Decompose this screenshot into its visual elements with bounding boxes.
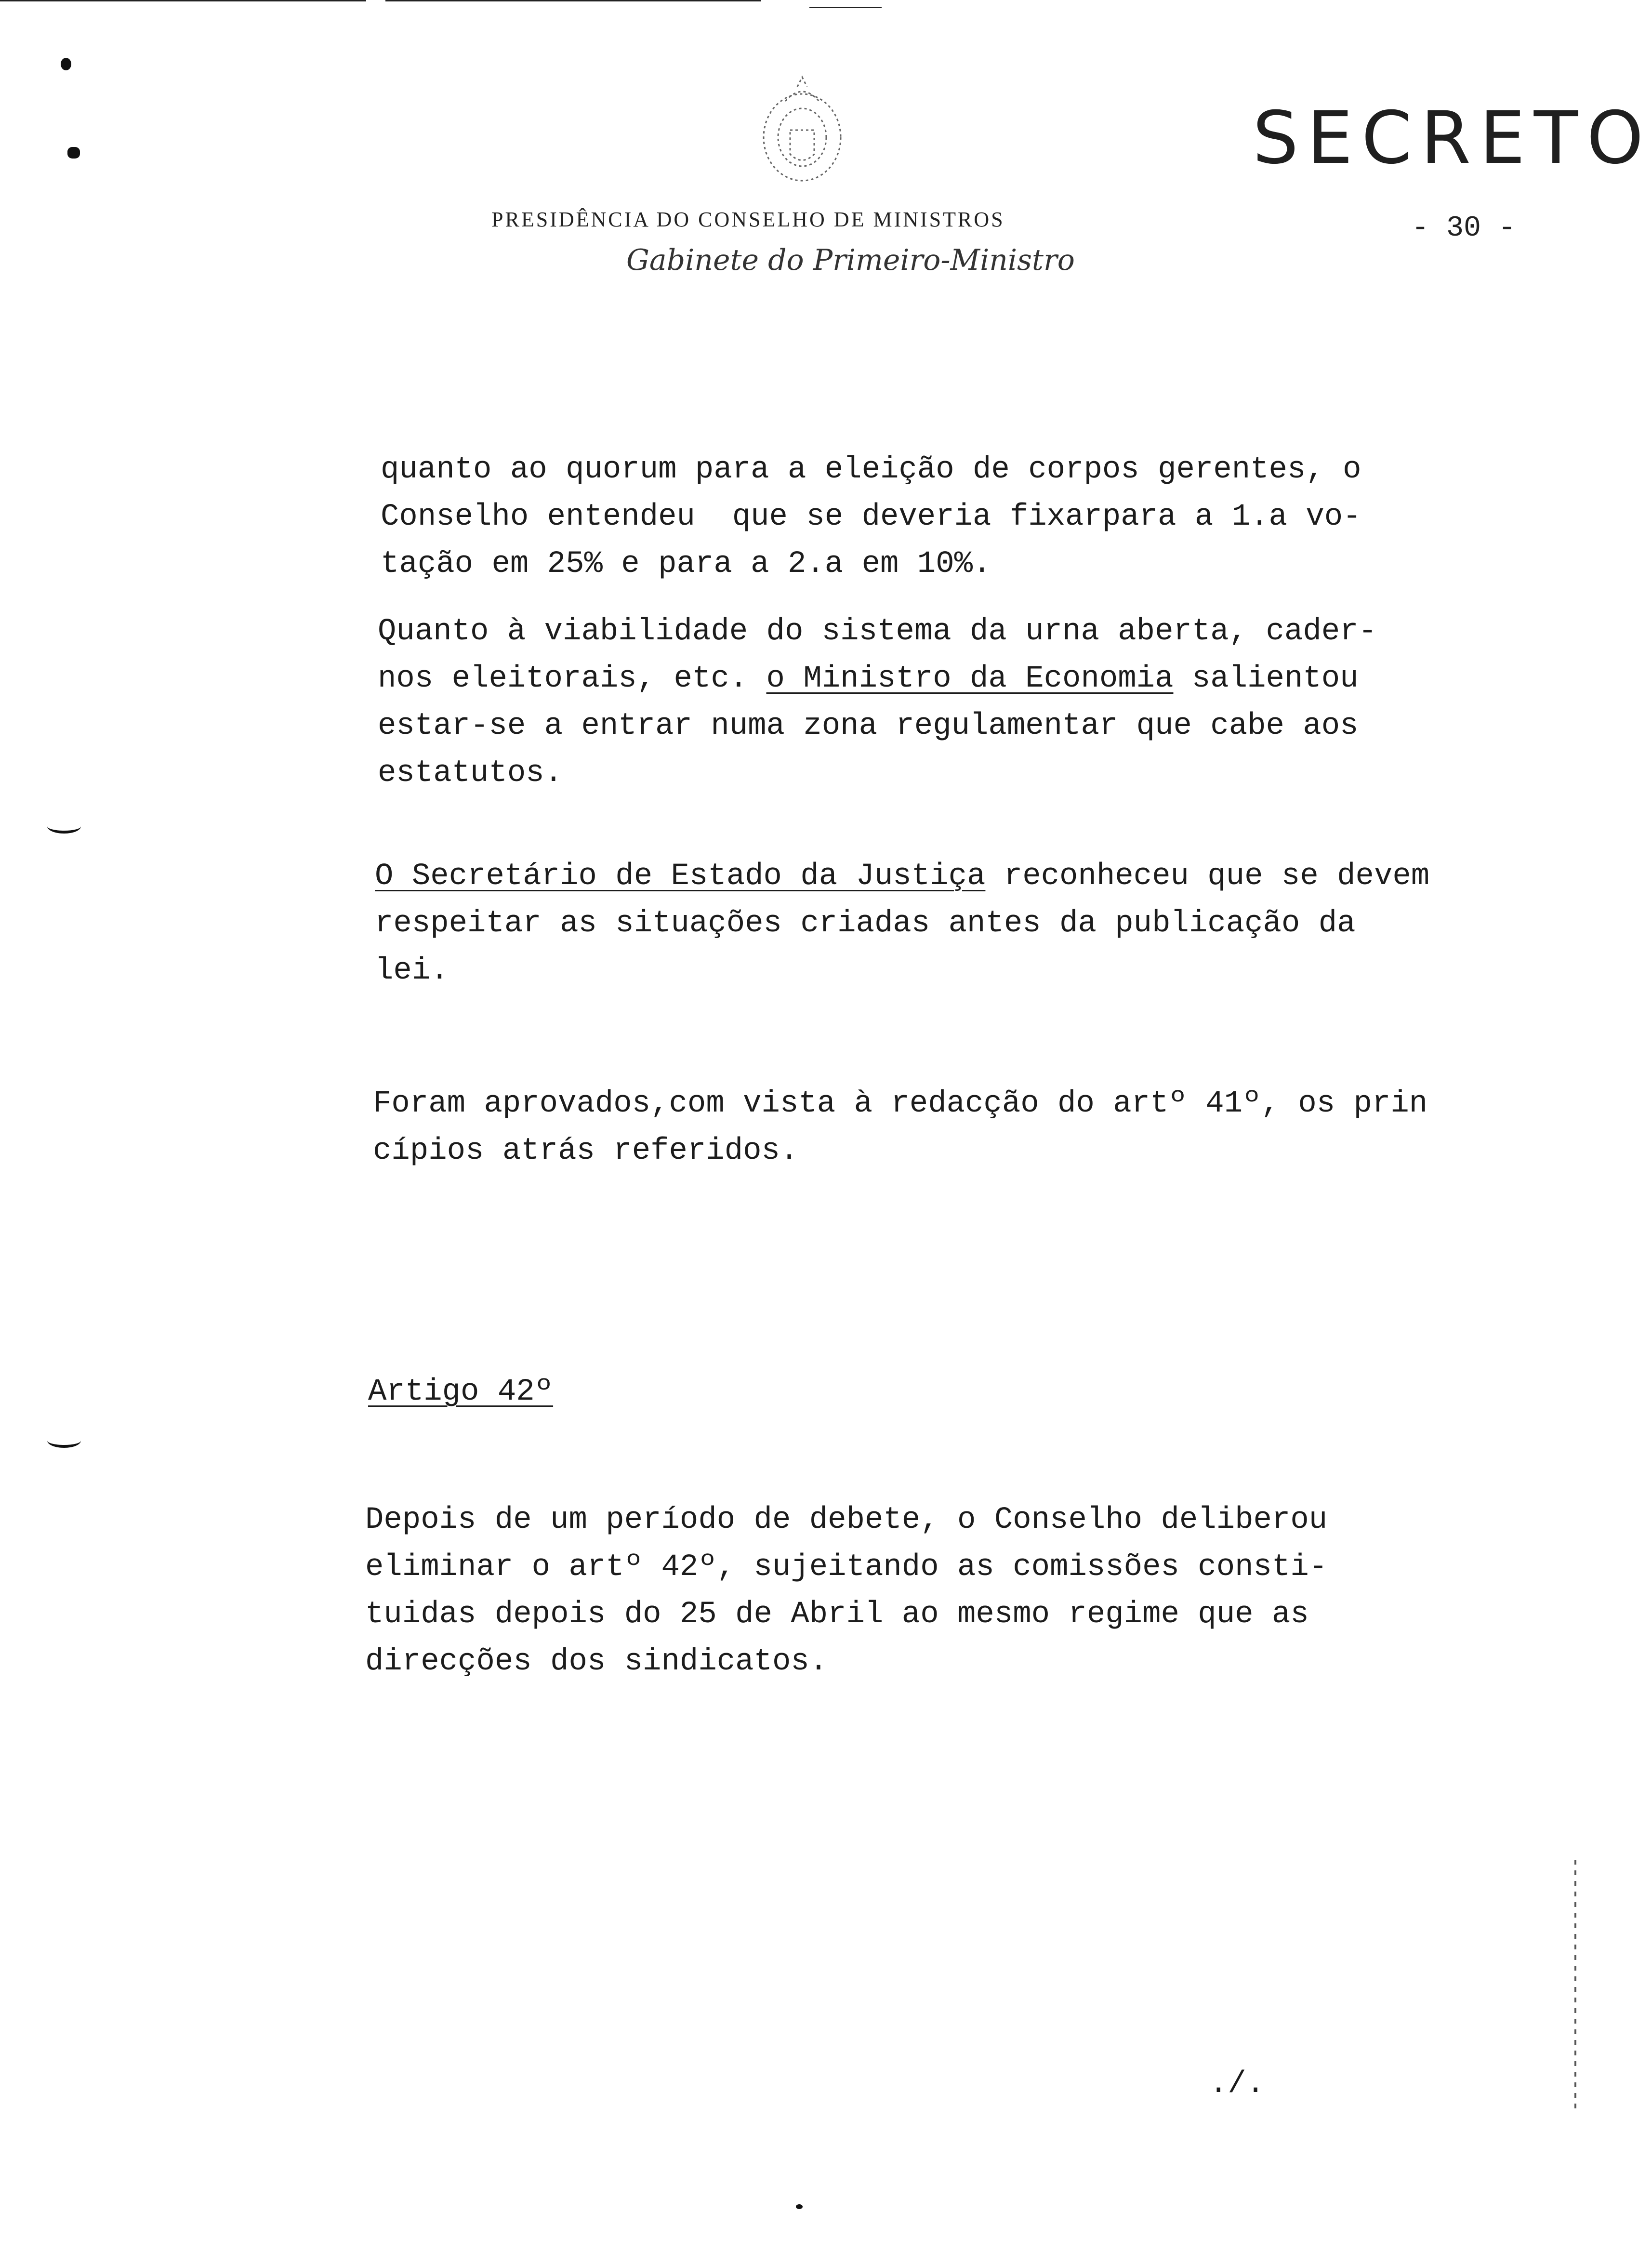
classification-stamp: SECRETO [1253, 96, 1652, 180]
text-line: estar-se a entrar numa zona regulamentar que cabe aos [378, 709, 1359, 743]
text-line: tuidas depois do 25 de Abril ao mesmo regime que as [365, 1597, 1309, 1632]
continuation-mark: ./. [1209, 2067, 1265, 2102]
text-line: tação em 25% e para a 2.a em 10%. [381, 547, 991, 582]
scan-edge-line [385, 0, 761, 1]
text-line: Foram aprovados,com vista à redacção do artº 41º, os prin [373, 1086, 1428, 1121]
punch-mark [61, 58, 71, 70]
organization-name: PRESIDÊNCIA DO CONSELHO DE MINISTROS [491, 208, 1005, 231]
text-fragment: reconheceu que se devem [985, 859, 1430, 894]
text-fragment: nos eleitorais, etc. [378, 662, 767, 696]
text-fragment: salientou [1173, 662, 1359, 696]
page-number: - 30 - [1412, 212, 1516, 245]
paragraph [365, 1496, 1327, 1685]
text-line: quanto ao quorum para a eleição de corpos gerentes, o [381, 452, 1361, 487]
text-line: Quanto à viabilidade do sistema da urna aberta, cader- [378, 614, 1377, 649]
binding-mark [47, 1433, 81, 1448]
punch-mark [67, 147, 80, 159]
coat-of-arms-seal [752, 72, 853, 193]
text-line: direcções dos sindicatos. [365, 1644, 828, 1679]
text-line: cípios atrás referidos. [373, 1134, 799, 1168]
text-line [375, 853, 1429, 900]
paragraph [373, 1080, 1427, 1175]
text-line: lei. [375, 953, 449, 988]
binding-mark [47, 819, 81, 834]
text-line: respeitar as situações criadas antes da publicação da [375, 906, 1356, 941]
department-name: Gabinete do Primeiro-Ministro [626, 243, 1075, 277]
text-line: eliminar o artº 42º, sujeitando as comissões consti- [365, 1550, 1328, 1585]
scan-edge-line [1574, 1860, 1576, 2110]
underlined-name: o Ministro da Economia [766, 662, 1174, 696]
heading-text: Artigo 42º [368, 1375, 554, 1409]
text-line: Depois de um período de debete, o Conselho deliberou [365, 1503, 1328, 1537]
paragraph [375, 853, 1429, 994]
text-line: Conselho entendeu que se deveria fixarpara a 1.a vo- [381, 500, 1361, 534]
underlined-name: O Secretário de Estado da Justiça [375, 859, 986, 894]
paragraph [378, 608, 1377, 797]
scan-edge-line [809, 7, 882, 8]
text-line [378, 655, 1377, 702]
paragraph [381, 446, 1361, 588]
section-heading [368, 1368, 553, 1416]
text-line: estatutos. [378, 756, 563, 791]
scan-edge-line [0, 0, 366, 1]
scan-speck [796, 2204, 803, 2209]
